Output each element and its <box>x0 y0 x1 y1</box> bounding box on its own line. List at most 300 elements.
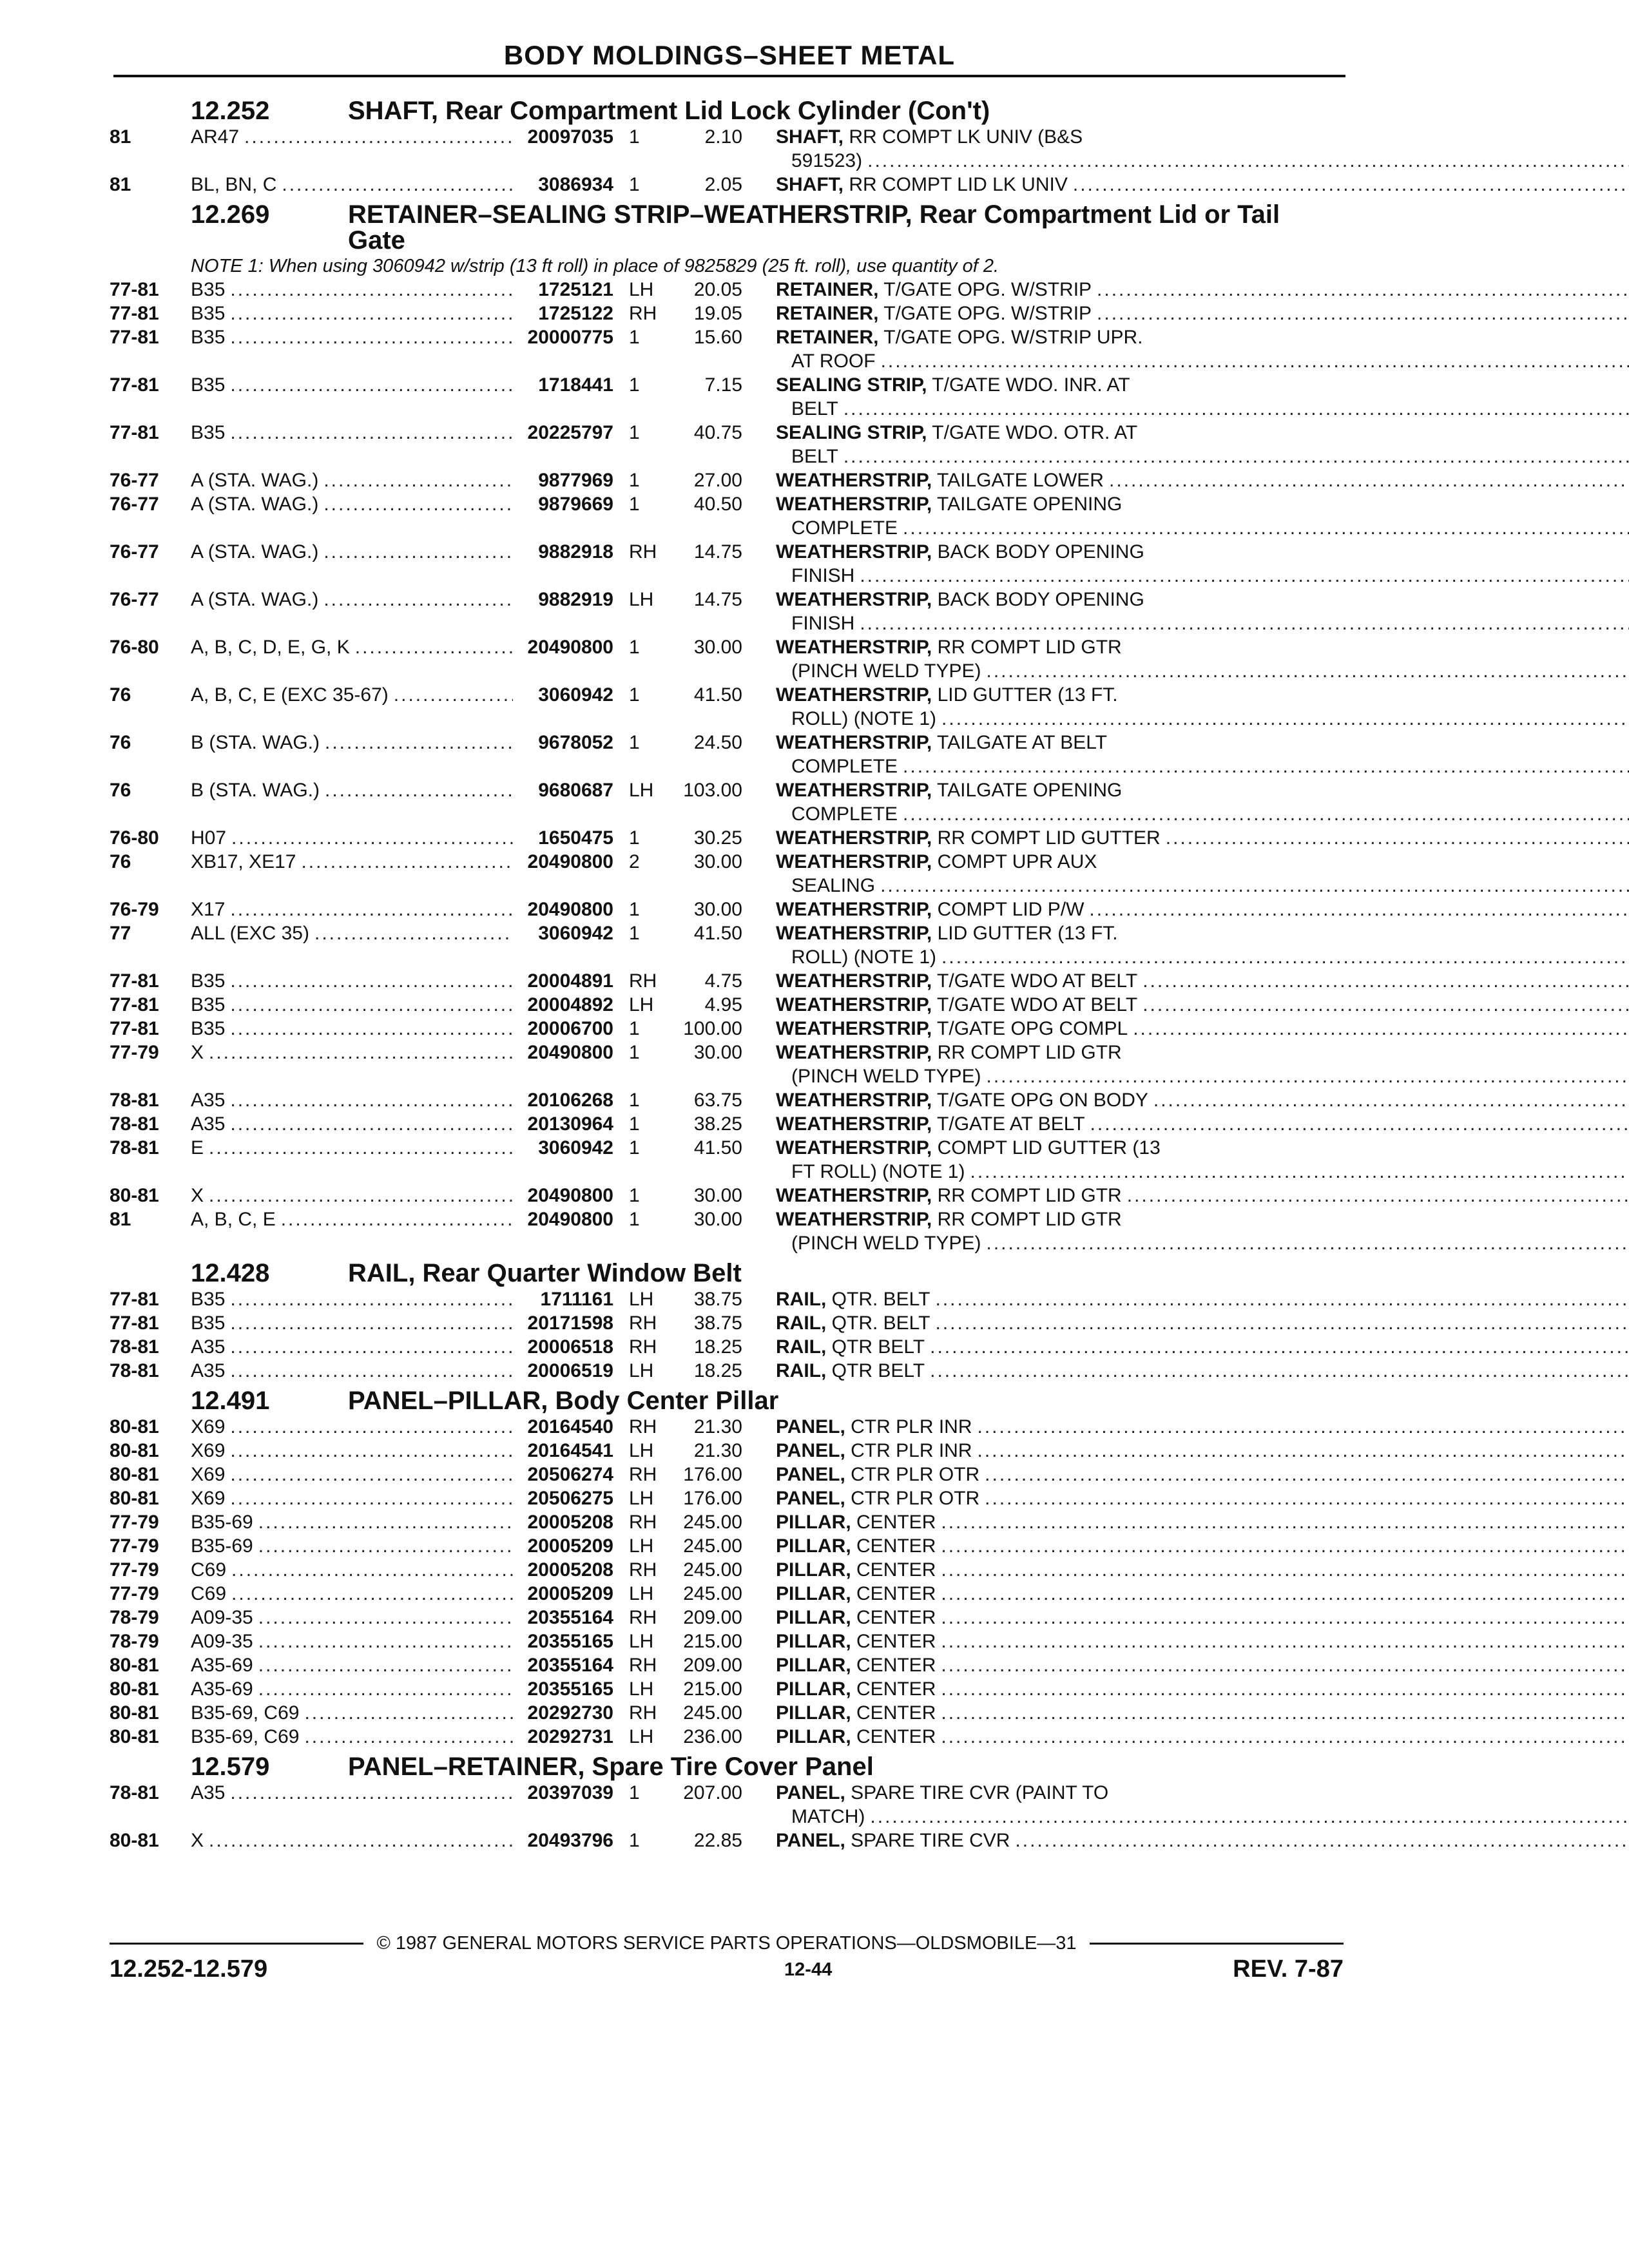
description-text <box>776 278 1092 302</box>
model-codes: B (STA. WAG.) <box>191 732 320 753</box>
description-detail: COMPT LID P/W <box>937 899 1084 920</box>
section-number: 12.252 <box>191 97 270 125</box>
description-detail: RR COMPT LID LK UNIV <box>849 174 1068 195</box>
description-noun: RAIL, <box>776 1312 827 1334</box>
description-line <box>776 325 1629 349</box>
part-row <box>110 1207 1344 1255</box>
leader-dots <box>941 1653 1629 1677</box>
model-codes: A (STA. WAG.) <box>191 541 319 562</box>
description-text <box>776 1209 1122 1230</box>
model-codes: B35 <box>191 279 226 300</box>
leader-dots <box>230 969 513 993</box>
model-codes: XB17, XE17 <box>191 851 296 872</box>
description-detail: T/GATE OPG. W/STRIP UPR. <box>883 327 1143 348</box>
model-years: 80-81 <box>110 1726 159 1747</box>
description-noun: WEATHERSTRIP, <box>776 1185 932 1206</box>
model-cell <box>191 421 513 445</box>
leader-dots <box>1142 969 1629 993</box>
description-continuation <box>776 1064 1629 1088</box>
model-years: 80-81 <box>110 1488 159 1509</box>
model-codes: B35 <box>191 1312 226 1334</box>
description-noun: PILLAR, <box>776 1559 851 1581</box>
description-text <box>776 1137 1161 1158</box>
part-row <box>110 173 1344 197</box>
model-cell <box>191 1829 513 1852</box>
description <box>776 1184 1629 1207</box>
description-detail: T/GATE WDO. OTR. AT <box>932 422 1138 443</box>
description-detail: T/GATE OPG. W/STRIP <box>883 279 1092 300</box>
model-codes: X17 <box>191 899 226 920</box>
leader-dots <box>230 278 513 302</box>
part-number: 20000775 <box>527 327 613 348</box>
description-noun: PILLAR, <box>776 1583 851 1604</box>
leader-dots <box>323 468 513 492</box>
quantity: 1 <box>629 923 640 944</box>
description-detail: CTR PLR INR <box>851 1416 972 1437</box>
description-noun: WEATHERSTRIP, <box>776 470 932 491</box>
description-detail: COMPT LID GUTTER (13 <box>937 1137 1161 1158</box>
price: 18.25 <box>693 1360 742 1381</box>
part-number: 20397039 <box>527 1782 613 1803</box>
description-noun: PILLAR, <box>776 1631 851 1652</box>
part-row <box>110 1486 1344 1510</box>
description <box>776 125 1629 173</box>
model-cell <box>191 1606 513 1629</box>
part-number: 20292731 <box>527 1726 613 1747</box>
model-cell <box>191 1311 513 1335</box>
description-detail: T/GATE OPG ON BODY <box>937 1090 1148 1111</box>
description-text <box>776 1439 972 1463</box>
description-text <box>776 1311 930 1335</box>
description-text <box>776 1677 936 1701</box>
part-number: 20005209 <box>527 1535 613 1557</box>
leader-dots <box>355 635 513 659</box>
section-title: SHAFT, Rear Compartment Lid Lock Cylinder (Con't) <box>348 97 990 125</box>
description-text <box>776 1359 925 1383</box>
model-codes: AR47 <box>191 126 240 148</box>
footer-rule-left <box>110 1943 363 1945</box>
leader-dots <box>230 373 513 397</box>
model-cell <box>191 635 513 659</box>
model-cell <box>191 969 513 993</box>
part-number: 9877969 <box>538 470 613 491</box>
description-continuation <box>776 516 1629 540</box>
description-text <box>776 494 1122 515</box>
part-row <box>110 278 1344 302</box>
description-noun: WEATHERSTRIP, <box>776 899 932 920</box>
description-line <box>776 993 1629 1017</box>
leader-dots <box>941 1701 1629 1725</box>
quantity: RH <box>629 970 657 992</box>
description-noun: RAIL, <box>776 1289 827 1310</box>
model-cell <box>191 1701 513 1725</box>
description-continuation <box>776 611 1629 635</box>
description <box>776 325 1629 373</box>
description-detail: SPARE TIRE CVR <box>851 1830 1010 1851</box>
quantity: 1 <box>629 1209 640 1230</box>
description-line <box>776 1088 1629 1112</box>
description-detail: RR COMPT LID GTR <box>937 1042 1122 1063</box>
leader-dots <box>394 683 513 707</box>
description-line <box>776 1534 1629 1558</box>
description-detail: CTR PLR OTR <box>851 1464 980 1485</box>
model-codes: B35-69, C69 <box>191 1726 300 1747</box>
part-row <box>110 898 1344 921</box>
price: 103.00 <box>683 780 742 801</box>
description-detail: CENTER <box>856 1678 936 1700</box>
part-number: 1711161 <box>540 1289 613 1310</box>
quantity: 1 <box>629 1018 640 1039</box>
description-continuation <box>776 945 1629 969</box>
price: 22.85 <box>693 1830 742 1851</box>
quantity: 1 <box>629 1185 640 1206</box>
description <box>776 173 1629 197</box>
model-cell <box>191 1287 513 1311</box>
model-codes: B35 <box>191 994 226 1015</box>
description <box>776 1629 1629 1653</box>
description-noun: PILLAR, <box>776 1607 851 1628</box>
model-years: 77-79 <box>110 1583 159 1604</box>
quantity: 2 <box>629 851 640 872</box>
description-line <box>776 826 1629 850</box>
section-header <box>110 1260 1344 1286</box>
footer-copyright-line <box>110 1933 1344 1954</box>
description-detail: CENTER <box>856 1559 936 1581</box>
part-number: 3060942 <box>538 1137 613 1158</box>
description-noun: WEATHERSTRIP, <box>776 494 932 515</box>
leader-dots <box>978 1439 1629 1463</box>
model-years: 77-81 <box>110 1312 159 1334</box>
leader-dots <box>301 850 513 874</box>
model-cell <box>191 1558 513 1582</box>
price: 100.00 <box>683 1018 742 1039</box>
section-block <box>110 98 1344 197</box>
description <box>776 635 1629 683</box>
description-cont-text: BELT <box>791 398 838 419</box>
part-row <box>110 1629 1344 1653</box>
model-years: 76-77 <box>110 589 159 610</box>
model-years: 78-81 <box>110 1090 159 1111</box>
description-detail: QTR BELT <box>831 1336 925 1358</box>
quantity: 1 <box>629 1113 640 1135</box>
quantity: LH <box>629 780 654 801</box>
description-continuation <box>776 659 1629 683</box>
part-number: 20130964 <box>527 1113 613 1135</box>
part-row <box>110 1136 1344 1184</box>
quantity: 1 <box>629 126 640 148</box>
description-noun: PANEL, <box>776 1440 845 1461</box>
leader-dots <box>1097 278 1629 302</box>
description <box>776 993 1629 1017</box>
model-years: 77-79 <box>110 1042 159 1063</box>
model-codes: H07 <box>191 827 227 849</box>
description-text <box>776 732 1107 753</box>
description-detail: CENTER <box>856 1535 936 1557</box>
part-number: 9678052 <box>538 732 613 753</box>
leader-dots <box>323 588 513 611</box>
part-number: 20355164 <box>527 1655 613 1676</box>
part-row <box>110 540 1344 588</box>
model-cell <box>191 1041 513 1064</box>
description-line <box>776 921 1629 945</box>
price: 24.50 <box>693 732 742 753</box>
leader-dots <box>941 1725 1629 1749</box>
description-noun: WEATHERSTRIP, <box>776 1018 932 1039</box>
model-codes: X69 <box>191 1440 226 1461</box>
price: 14.75 <box>693 541 742 562</box>
description-noun: WEATHERSTRIP, <box>776 1090 932 1111</box>
model-years: 78-79 <box>110 1607 159 1628</box>
quantity: LH <box>629 589 654 610</box>
description-detail: CENTER <box>856 1655 936 1676</box>
part-row <box>110 1606 1344 1629</box>
quantity: LH <box>629 1678 654 1700</box>
description-detail: RR COMPT LID GUTTER <box>937 827 1161 849</box>
description-noun: PILLAR, <box>776 1726 851 1747</box>
description-detail: RR COMPT LID GTR <box>937 1209 1122 1230</box>
part-row <box>110 1017 1344 1041</box>
leader-dots <box>1090 1112 1629 1136</box>
description-detail: CTR PLR INR <box>851 1440 972 1461</box>
description-cont-text: ROLL) (NOTE 1) <box>791 708 937 729</box>
model-years: 77-81 <box>110 374 159 396</box>
quantity: RH <box>629 1416 657 1437</box>
part-row <box>110 683 1344 731</box>
leader-dots <box>935 1287 1629 1311</box>
description-detail: QTR. BELT <box>831 1289 930 1310</box>
leader-dots <box>325 778 513 802</box>
model-years: 78-81 <box>110 1113 159 1135</box>
description-text <box>776 1558 936 1582</box>
description-noun: WEATHERSTRIP, <box>776 732 932 753</box>
model-cell <box>191 1415 513 1439</box>
description-text <box>776 826 1161 850</box>
quantity: 1 <box>629 1137 640 1158</box>
price: 245.00 <box>683 1583 742 1604</box>
description-cont-text: COMPLETE <box>791 756 898 777</box>
model-cell <box>191 373 513 397</box>
part-row <box>110 1701 1344 1725</box>
model-cell <box>191 468 513 492</box>
quantity: RH <box>629 1655 657 1676</box>
model-codes: B35 <box>191 374 226 396</box>
part-number: 20004892 <box>527 994 613 1015</box>
price: 41.50 <box>693 1137 742 1158</box>
description-line <box>776 1606 1629 1629</box>
model-cell <box>191 778 513 802</box>
price: 41.50 <box>693 684 742 706</box>
model-years: 77-81 <box>110 970 159 992</box>
part-number: 20006519 <box>527 1360 613 1381</box>
description-line <box>776 1017 1629 1041</box>
description-cont-text: FT ROLL) (NOTE 1) <box>791 1161 965 1182</box>
description-detail: TAILGATE AT BELT <box>937 732 1108 753</box>
description-line <box>776 588 1629 611</box>
price: 14.75 <box>693 589 742 610</box>
model-codes: ALL (EXC 35) <box>191 923 309 944</box>
leader-dots <box>231 1582 513 1606</box>
leader-dots <box>230 302 513 325</box>
model-codes: A35 <box>191 1090 226 1111</box>
description-noun: SHAFT, <box>776 126 843 148</box>
description-text <box>776 1463 979 1486</box>
part-row <box>110 1653 1344 1677</box>
quantity: LH <box>629 1631 654 1652</box>
part-row <box>110 1311 1344 1335</box>
description <box>776 1136 1629 1184</box>
part-number: 20355165 <box>527 1631 613 1652</box>
model-years: 76-80 <box>110 827 159 849</box>
description-detail: CENTER <box>856 1512 936 1533</box>
leader-dots <box>903 516 1629 540</box>
price: 63.75 <box>693 1090 742 1111</box>
leader-dots <box>323 540 513 564</box>
leader-dots <box>935 1311 1629 1335</box>
part-number: 20506275 <box>527 1488 613 1509</box>
model-years: 80-81 <box>110 1440 159 1461</box>
model-codes: B35 <box>191 1289 226 1310</box>
leader-dots <box>860 611 1629 635</box>
model-years: 80-81 <box>110 1830 159 1851</box>
description-noun: RETAINER, <box>776 303 879 324</box>
leader-dots <box>230 1017 513 1041</box>
model-codes: B (STA. WAG.) <box>191 780 320 801</box>
leader-dots <box>867 149 1629 173</box>
section-note: NOTE 1: When using 3060942 w/strip (13 ft roll) in place of 9825829 (25 ft. roll), use quantity of 2. <box>191 256 999 276</box>
leader-dots <box>941 945 1629 969</box>
page-number: 12-44 <box>784 1959 833 1980</box>
model-cell <box>191 1781 513 1805</box>
description <box>776 1041 1629 1088</box>
leader-dots <box>258 1606 513 1629</box>
quantity: LH <box>629 1440 654 1461</box>
leader-dots <box>230 1463 513 1486</box>
model-codes: C69 <box>191 1559 227 1581</box>
description <box>776 1311 1629 1335</box>
description-detail: BACK BODY OPENING <box>937 589 1144 610</box>
description <box>776 1701 1629 1725</box>
description-text <box>776 541 1144 562</box>
description-line <box>776 1335 1629 1359</box>
model-cell <box>191 540 513 564</box>
description-cont-text: FINISH <box>791 613 855 634</box>
model-codes: B35 <box>191 327 226 348</box>
model-years: 76 <box>110 851 131 872</box>
model-codes: A35-69 <box>191 1655 253 1676</box>
description-line <box>776 969 1629 993</box>
description-detail: T/GATE OPG. W/STRIP <box>883 303 1092 324</box>
leader-dots <box>258 1510 513 1534</box>
model-years: 76 <box>110 732 131 753</box>
description-noun: SEALING STRIP, <box>776 422 927 443</box>
description-text <box>776 851 1097 872</box>
price: 40.75 <box>693 422 742 443</box>
description-line <box>776 1311 1629 1335</box>
description-text <box>776 1042 1122 1063</box>
part-number: 20005208 <box>527 1559 613 1581</box>
description-noun: WEATHERSTRIP, <box>776 923 932 944</box>
model-codes: A, B, C, E <box>191 1209 276 1230</box>
footer-rule-right <box>1090 1943 1344 1945</box>
description <box>776 540 1629 588</box>
quantity: 1 <box>629 1090 640 1111</box>
price: 4.75 <box>704 970 742 992</box>
description-detail: BACK BODY OPENING <box>937 541 1144 562</box>
description-noun: PILLAR, <box>776 1655 851 1676</box>
quantity: LH <box>629 1360 654 1381</box>
description-continuation <box>776 802 1629 826</box>
description-noun: WEATHERSTRIP, <box>776 1042 932 1063</box>
description-text <box>776 898 1084 921</box>
description-line <box>776 1463 1629 1486</box>
part-number: 20490800 <box>527 1042 613 1063</box>
model-cell <box>191 731 513 754</box>
leader-dots <box>230 898 513 921</box>
leader-dots <box>941 1582 1629 1606</box>
description-noun: WEATHERSTRIP, <box>776 1137 932 1158</box>
model-years: 77-79 <box>110 1559 159 1581</box>
leader-dots <box>1015 1829 1629 1852</box>
description-detail: RR COMPT LK UNIV (B&S <box>849 126 1083 148</box>
description-cont-text: (PINCH WELD TYPE) <box>791 660 981 682</box>
description-line <box>776 1677 1629 1701</box>
model-cell <box>191 1629 513 1653</box>
model-years: 78-81 <box>110 1137 159 1158</box>
description-detail: CENTER <box>856 1631 936 1652</box>
description <box>776 1829 1629 1852</box>
price: 19.05 <box>693 303 742 324</box>
description-continuation <box>776 754 1629 778</box>
part-row <box>110 1439 1344 1463</box>
quantity: RH <box>629 1312 657 1334</box>
description-noun: PANEL, <box>776 1464 845 1485</box>
part-row <box>110 1677 1344 1701</box>
description-detail: TAILGATE OPENING <box>937 780 1123 801</box>
description-line <box>776 1136 1629 1160</box>
description-line <box>776 1415 1629 1439</box>
section-title: RAIL, Rear Quarter Window Belt <box>348 1259 742 1287</box>
part-row <box>110 421 1344 468</box>
part-number: 20171598 <box>527 1312 613 1334</box>
section-block <box>110 1754 1344 1852</box>
description-text <box>776 780 1122 801</box>
leader-dots <box>230 421 513 445</box>
part-row <box>110 588 1344 635</box>
description-detail: T/GATE AT BELT <box>937 1113 1085 1135</box>
footer-info-row <box>110 1956 1344 1983</box>
part-row <box>110 850 1344 898</box>
quantity: 1 <box>629 374 640 396</box>
model-cell <box>191 898 513 921</box>
leader-dots <box>230 1088 513 1112</box>
description-text <box>776 1829 1010 1852</box>
description-noun: PILLAR, <box>776 1678 851 1700</box>
description <box>776 1088 1629 1112</box>
price: 4.95 <box>704 994 742 1015</box>
leader-dots <box>314 921 513 945</box>
part-number: 20005209 <box>527 1583 613 1604</box>
part-number: 3060942 <box>538 923 613 944</box>
price: 15.60 <box>693 327 742 348</box>
price: 2.05 <box>704 174 742 195</box>
price: 215.00 <box>683 1631 742 1652</box>
description-text <box>776 302 1092 325</box>
model-cell <box>191 921 513 945</box>
leader-dots <box>985 1486 1629 1510</box>
description-line <box>776 778 1629 802</box>
leader-dots <box>258 1534 513 1558</box>
quantity: RH <box>629 1336 657 1358</box>
